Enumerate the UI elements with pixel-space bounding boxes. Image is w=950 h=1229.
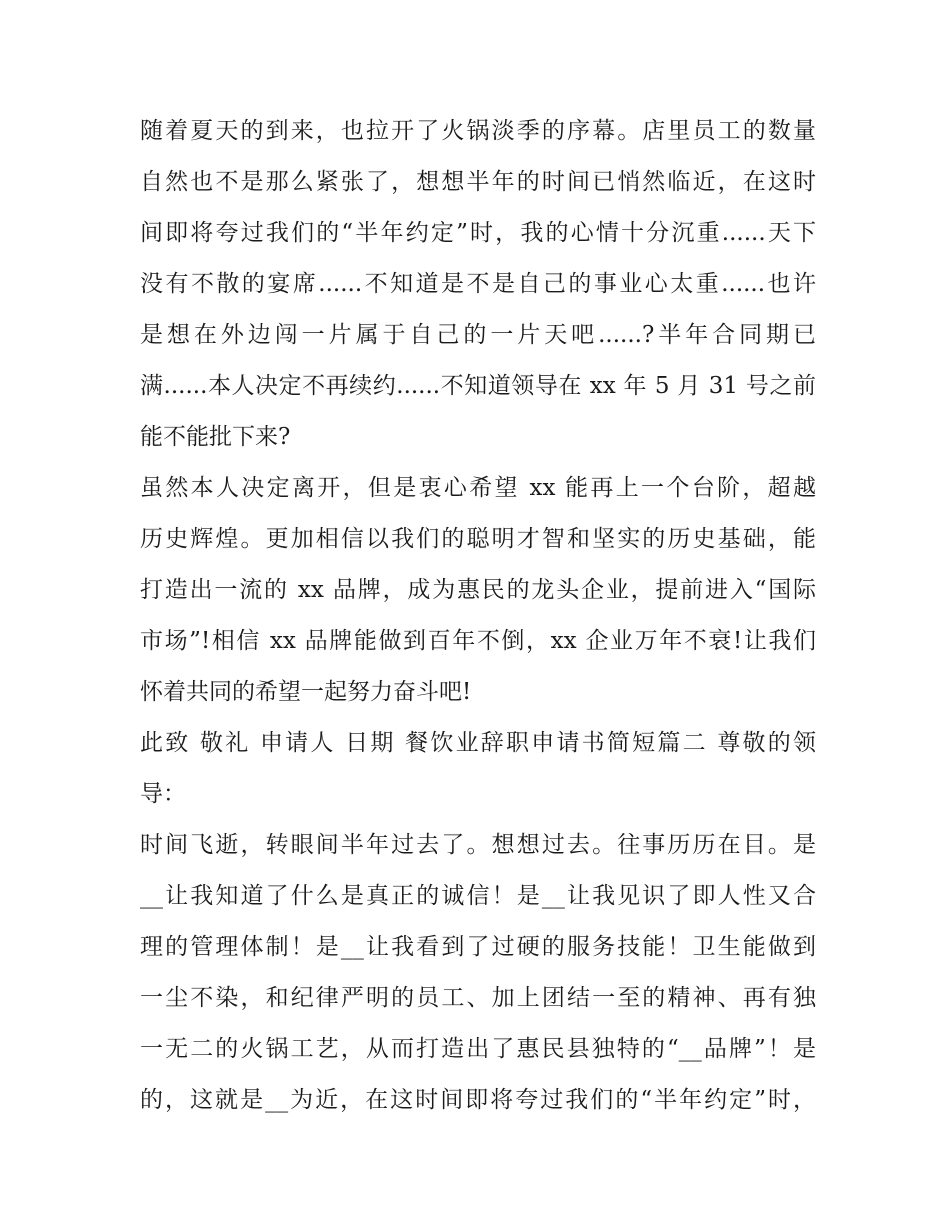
text-line: 能不能批下来? [140,424,291,450]
text-line: 此致 敬礼 申请人 日期 餐饮业辞职申请书简短篇二 尊敬的领 [140,730,816,756]
text-line: 历史辉煌。更加相信以我们的聪明才智和坚实的历史基础，能 [140,526,816,552]
text-line: __让我知道了什么是真正的诚信！是__让我见识了即人性又合 [140,883,816,909]
text-line: 理的管理体制！是__让我看到了过硬的服务技能！卫生能做到 [140,934,816,960]
text-line: 怀着共同的希望一起努力奋斗吧! [140,679,472,705]
text-line: 打造出一流的 xx 品牌，成为惠民的龙头企业，提前进入“国际 [140,577,816,603]
text-line: 是想在外边闯一片属于自己的一片天吧......?半年合同期已 [140,322,816,348]
text-line: 间即将夸过我们的“半年约定”时，我的心情十分沉重......天下 [140,220,816,246]
text-line: 市场”!相信 xx 品牌能做到百年不倒，xx 企业万年不衰!让我们 [140,628,816,654]
text-line: 时间飞逝，转眼间半年过去了。想想过去。往事历历在目。是 [140,832,816,858]
document-body [140,106,816,1126]
text-line: 虽然本人决定离开，但是衷心希望 xx 能再上一个台阶，超越 [140,475,816,501]
text-line: 自然也不是那么紧张了，想想半年的时间已悄然临近，在这时 [140,169,816,195]
text-line: 导： [140,781,186,807]
text-line: 随着夏天的到来，也拉开了火锅淡季的序幕。店里员工的数量 [140,118,816,144]
text-line: 满......本人决定不再续约......不知道领导在 xx 年 5 月 31 号之前 [140,373,816,399]
text-line: 一尘不染，和纪律严明的员工、加上团结一至的精神、再有独 [140,985,816,1011]
text-line: 的，这就是__为近，在这时间即将夸过我们的“半年约定”时， [140,1087,816,1113]
text-line: 没有不散的宴席......不知道是不是自己的事业心太重......也许 [140,271,816,297]
text-line: 一无二的火锅工艺，从而打造出了惠民县独特的“__品牌”！是 [140,1036,816,1062]
